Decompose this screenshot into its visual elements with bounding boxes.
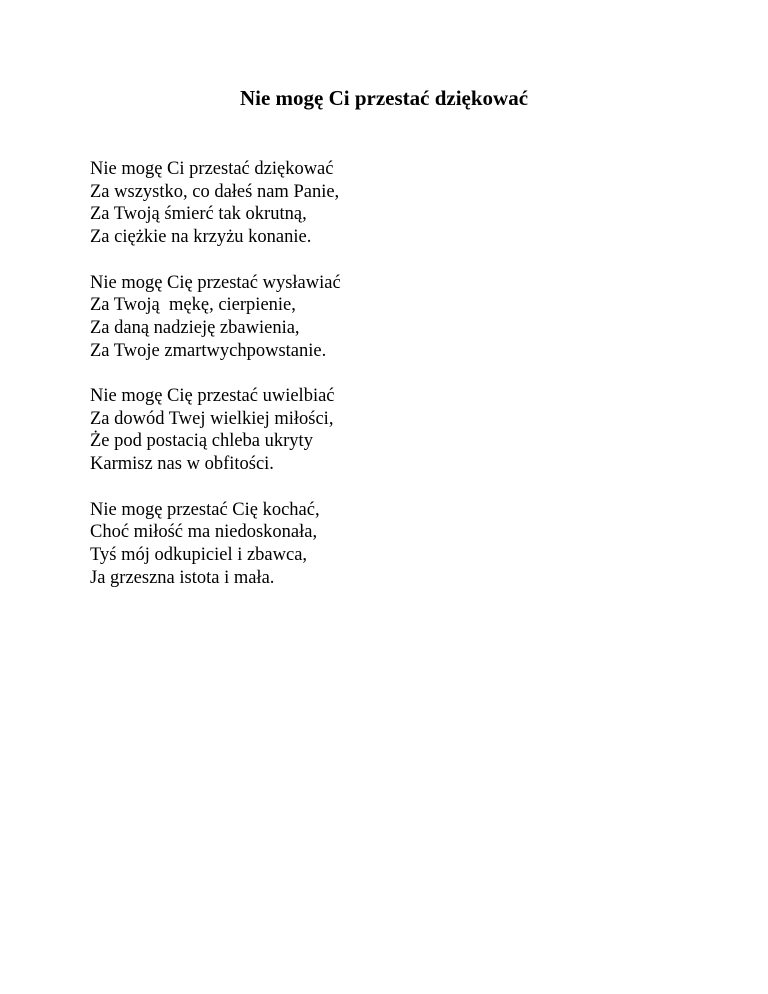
poem-line: Karmisz nas w obfitości. <box>90 454 274 475</box>
poem-line: Za daną nadzieję zbawienia, <box>90 317 300 338</box>
poem-line: Za Twoją mękę, cierpienie, <box>90 295 296 316</box>
poem-line: Nie mogę Cię przestać uwielbiać <box>90 386 335 406</box>
stanza-2 <box>90 272 690 363</box>
poem-line: Że pod postacią chleba ukryty <box>90 431 313 452</box>
poem-line: Nie mogę przestać Cię kochać, <box>90 499 320 520</box>
poem-body <box>90 158 690 612</box>
poem-line: Ja grzeszna istota i mała. <box>90 567 275 588</box>
poem-line: Tyś mój odkupiciel i zbawca, <box>90 544 308 565</box>
stanza-3 <box>90 385 690 476</box>
stanza-4 <box>90 499 690 590</box>
poem-line: Za dowód Twej wielkiej miłości, <box>90 408 334 429</box>
poem-line: Nie mogę Cię przestać wysławiać <box>90 272 341 293</box>
stanza-1 <box>90 158 690 249</box>
poem-line: Za wszystko, co dałeś nam Panie, <box>90 181 340 202</box>
poem-line: Za Twoją śmierć tak okrutną, <box>90 204 307 225</box>
poem-line: Za ciężkie na krzyżu konanie. <box>90 227 312 248</box>
poem-line: Choć miłość ma niedoskonała, <box>90 522 318 543</box>
poem-line: Za Twoje zmartwychpowstanie. <box>90 340 327 361</box>
poem-title: Nie mogę Ci przestać dziękować <box>239 86 529 110</box>
poem-line: Nie mogę Ci przestać dziękować <box>90 159 334 179</box>
